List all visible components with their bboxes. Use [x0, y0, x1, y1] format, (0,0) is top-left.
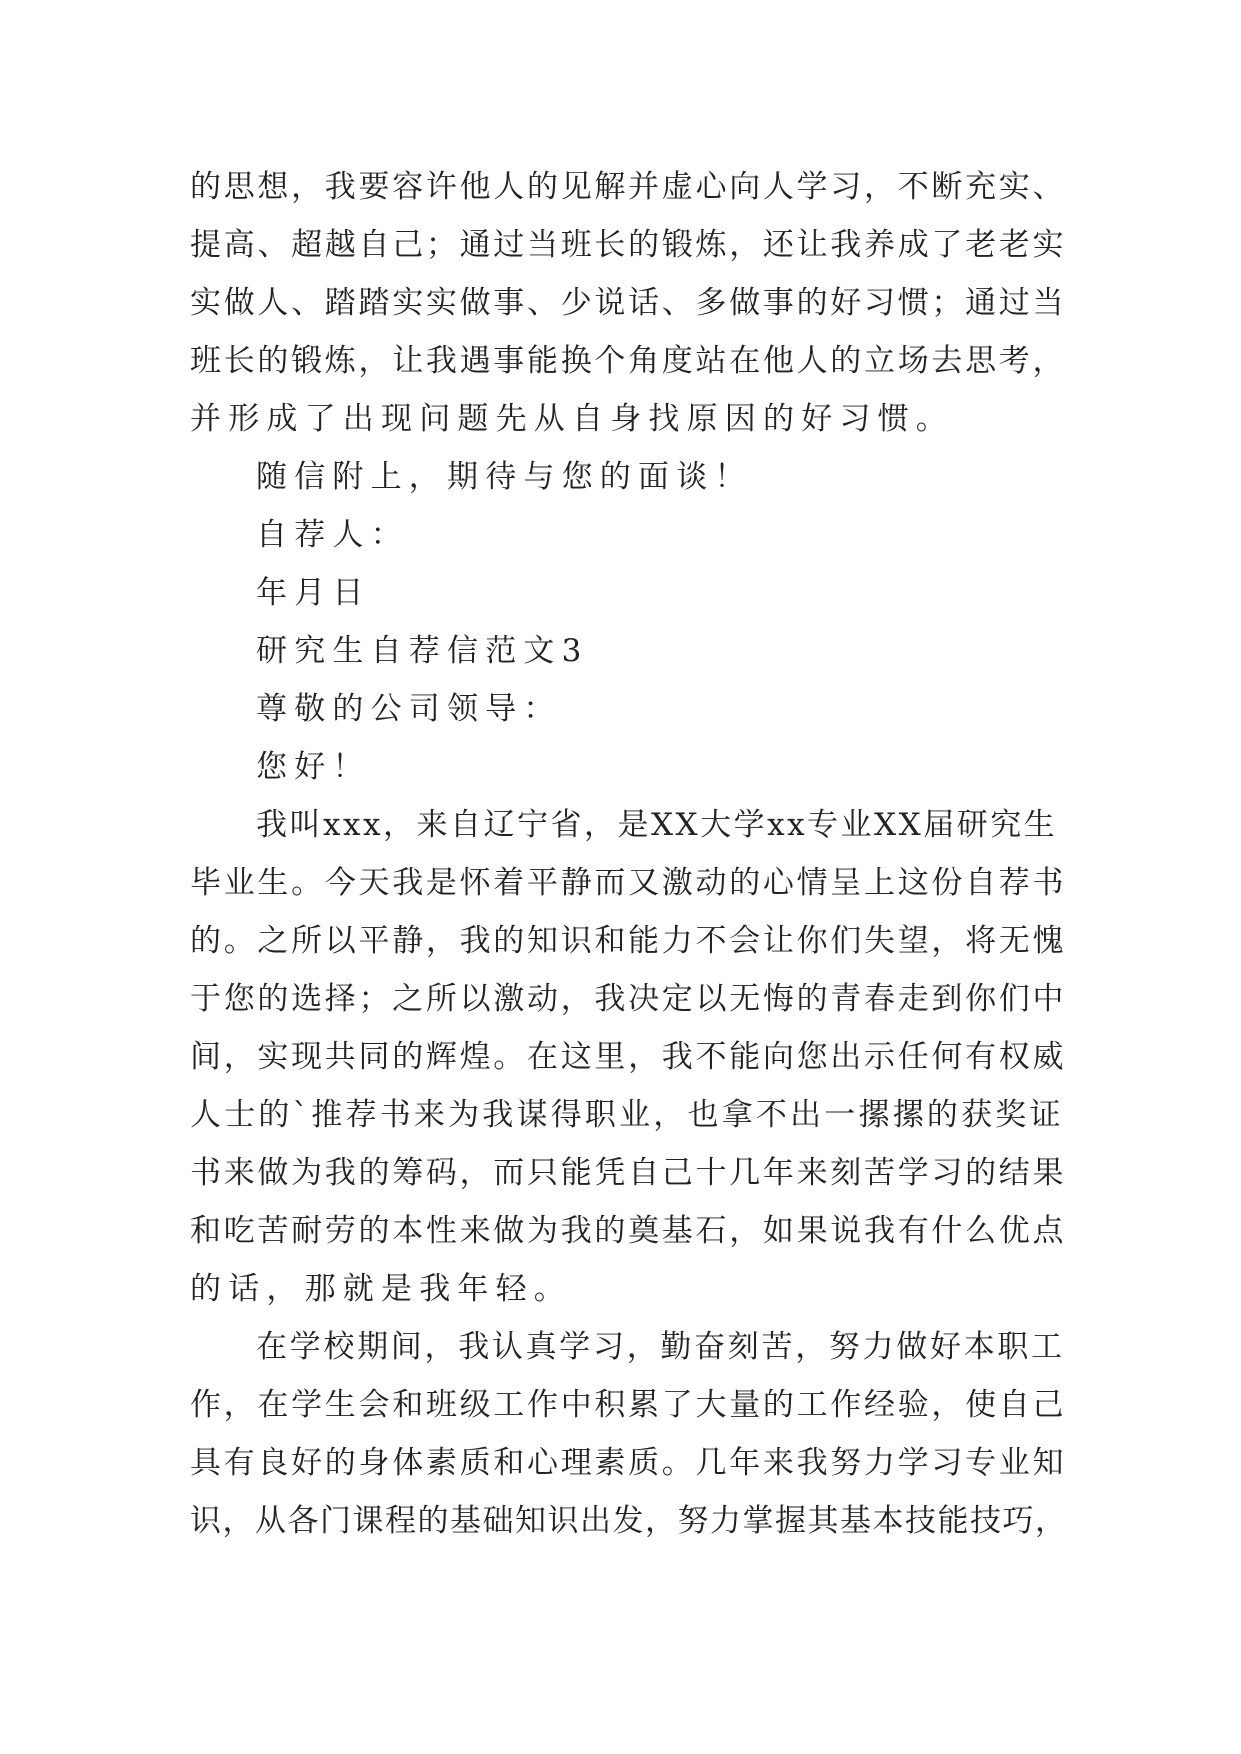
signer-line: 自荐人：	[256, 517, 409, 553]
text-line: 作，在学生会和班级工作中积累了大量的工作经验，使自己	[190, 1387, 1067, 1423]
text-line: 的思想，我要容许他人的见解并虚心向人学习，不断充实、	[190, 169, 1067, 205]
text-line: 于您的选择；之所以激动，我决定以无悔的青春走到你们中	[190, 981, 1067, 1017]
text-line: 在学校期间，我认真学习，勤奋刻苦，努力做好本职工	[256, 1329, 1065, 1365]
section-heading: 研究生自荐信范文3	[256, 633, 589, 669]
text-line: 提高、超越自己；通过当班长的锻炼，还让我养成了老老实	[190, 227, 1067, 263]
document-body	[190, 158, 1070, 1550]
text-line: 书来做为我的筹码，而只能凭自己十几年来刻苦学习的结果	[190, 1155, 1067, 1191]
paragraph-study	[190, 1318, 1070, 1550]
paragraph-introduction	[190, 796, 1070, 1318]
text-line: 我叫xxx，来自辽宁省，是XX大学xx专业XX届研究生	[256, 807, 1058, 843]
greeting-line: 您好！	[256, 749, 371, 785]
text-line: 间，实现共同的辉煌。在这里，我不能向您出示任何有权威	[190, 1039, 1067, 1075]
text-line: 具有良好的身体素质和心理素质。几年来我努力学习专业知	[190, 1445, 1067, 1481]
salutation-line: 尊敬的公司领导：	[256, 691, 562, 727]
text-line: 毕业生。今天我是怀着平静而又激动的心情呈上这份自荐书	[190, 865, 1067, 901]
closing-line: 随信附上，期待与您的面谈！	[256, 459, 753, 495]
text-line: 人士的`推荐书来为我谋得职业，也拿不出一摞摞的获奖证	[190, 1097, 1064, 1133]
paragraph-leadership	[190, 158, 1070, 448]
text-line: 班长的锻炼，让我遇事能换个角度站在他人的立场去思考，	[190, 343, 1067, 379]
text-line: 识，从各门课程的基础知识出发，努力掌握其基本技能技巧，	[190, 1503, 1068, 1539]
text-line: 实做人、踏踏实实做事、少说话、多做事的好习惯；通过当	[190, 285, 1067, 321]
date-line: 年月日	[256, 575, 371, 611]
text-line: 的。之所以平静，我的知识和能力不会让你们失望，将无愧	[190, 923, 1067, 959]
text-line: 的话，那就是我年轻。	[190, 1271, 572, 1307]
text-line: 并形成了出现问题先从自身找原因的好习惯。	[190, 401, 954, 437]
text-line: 和吃苦耐劳的本性来做为我的奠基石，如果说我有什么优点	[190, 1213, 1067, 1249]
